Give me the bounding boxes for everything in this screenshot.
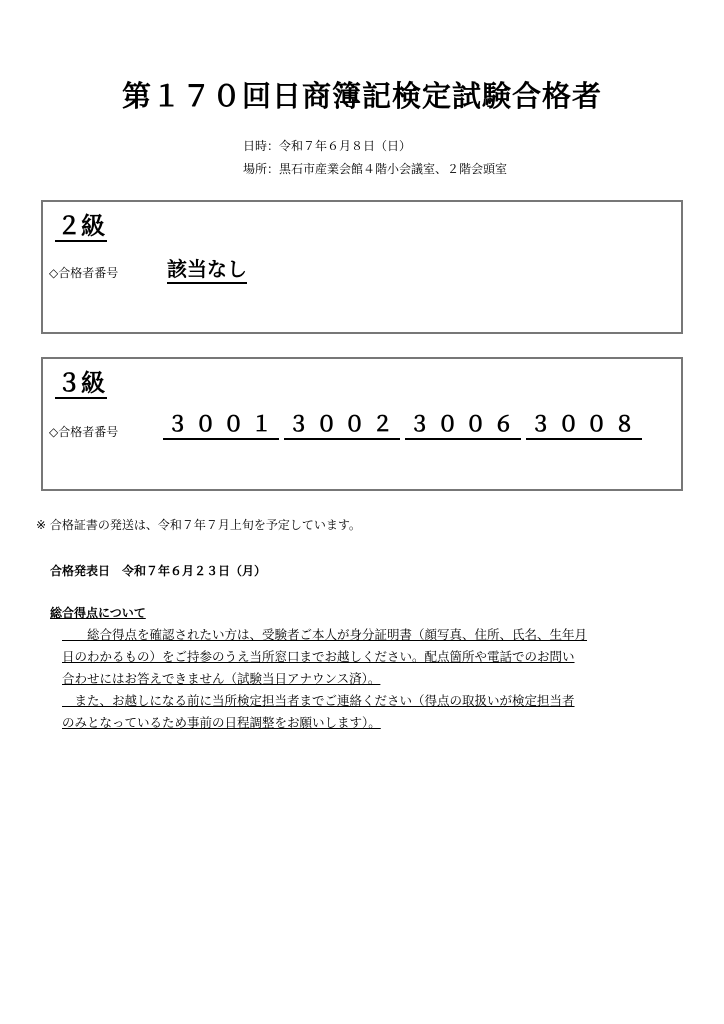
pass-number: ３００８ xyxy=(526,411,642,440)
grade3-box xyxy=(41,357,683,491)
grade2-label: ◇合格者番号 xyxy=(49,266,119,280)
score-heading: 総合得点について xyxy=(50,606,146,620)
page-title: 第１７０回日商簿記検定試験合格者 xyxy=(121,79,602,113)
grade2-box xyxy=(41,200,683,334)
certificate-note: ※ 合格証書の発送は、令和７年７月上旬を予定しています。 xyxy=(36,518,361,532)
pass-number: ３００６ xyxy=(405,411,521,440)
pass-number: ３００２ xyxy=(284,411,400,440)
pass-number: ３００１ xyxy=(163,411,279,440)
exam-date: 日時：令和７年６月８日（日） xyxy=(243,139,412,153)
score-paragraph-line: また、お越しになる前に当所検定担当者までご連絡ください（得点の取扱いが検定担当者 xyxy=(62,693,575,708)
exam-place: 場所：黒石市産業会館４階小会議室、２階会頭室 xyxy=(243,162,508,176)
grade2-heading: ２級 xyxy=(57,212,105,240)
score-paragraph-line: のみとなっているため事前の日程調整をお願いします）。 xyxy=(62,715,381,730)
score-paragraph-line: 日のわかるもの）をご持参のうえ当所窓口までお越しください。配点箇所や電話でのお問い xyxy=(62,649,575,664)
announcement-date: 合格発表日 令和７年６月２３日（月） xyxy=(50,564,267,578)
grade3-heading: ３級 xyxy=(57,369,105,397)
score-paragraph-line: 合わせにはお答えできません（試験当日アナウンス済）。 xyxy=(62,671,381,686)
grade3-label: ◇合格者番号 xyxy=(49,425,119,439)
score-paragraph-line: 総合得点を確認されたい方は、受験者ご本人が身分証明書（顔写真、住所、氏名、生年月 xyxy=(62,627,588,642)
grade2-value: 該当なし xyxy=(167,256,247,284)
